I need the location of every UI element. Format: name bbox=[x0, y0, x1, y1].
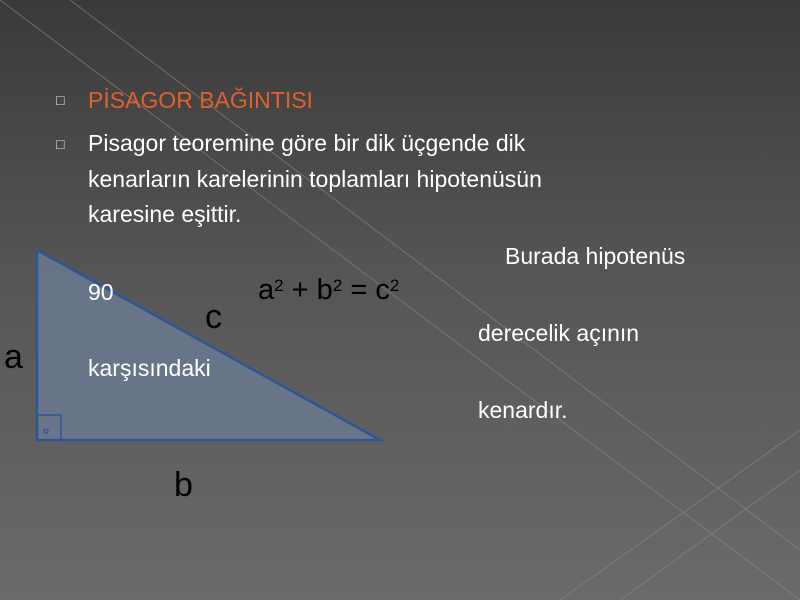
right-text-line: derecelik açının bbox=[478, 320, 640, 346]
body-line: kenarların karelerinin toplamları hipotenüsün bbox=[88, 166, 542, 192]
side-label-c: c bbox=[205, 298, 222, 336]
pythagorean-formula: $a^2 + b^2 = c^2$ bbox=[258, 274, 400, 306]
bullet-icon: □ bbox=[56, 92, 65, 108]
right-text-line: Burada hipotenüs bbox=[505, 243, 686, 269]
side-label-b: b bbox=[174, 466, 193, 504]
left-text-line: 90 bbox=[88, 279, 114, 305]
left-text-line: karşısındaki bbox=[88, 355, 211, 381]
slide-heading: PİSAGOR BAĞINTISI bbox=[88, 87, 313, 113]
body-line: karesine eşittir. bbox=[88, 201, 242, 227]
body-line: Pisagor teoremine göre bir dik üçgende dik bbox=[88, 130, 526, 156]
bullet-icon: □ bbox=[56, 136, 65, 152]
side-label-a: a bbox=[4, 338, 23, 376]
right-text-line: kenardır. bbox=[478, 397, 568, 423]
